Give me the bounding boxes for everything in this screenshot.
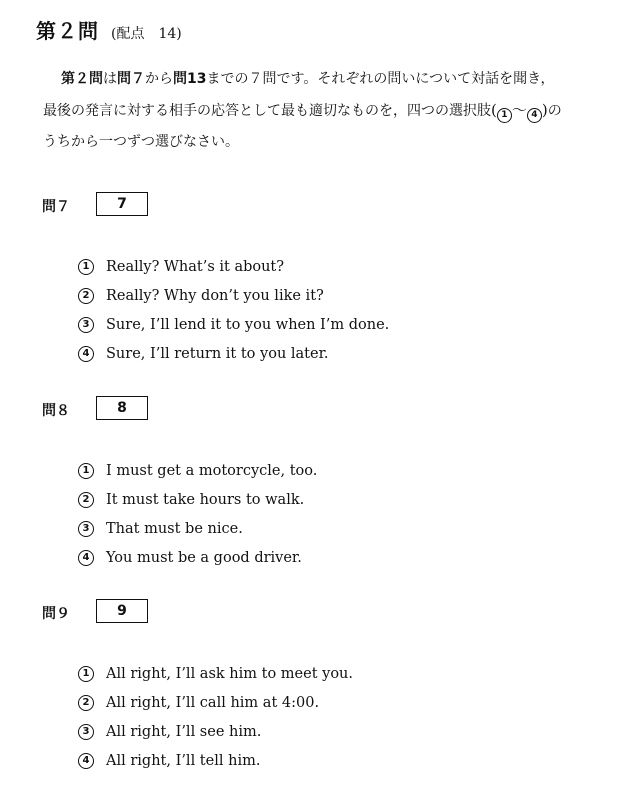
option-number: 2 xyxy=(78,695,94,711)
option-number: 3 xyxy=(78,317,94,333)
option-number: 3 xyxy=(78,521,94,537)
answer-box: 8 xyxy=(96,396,148,420)
instructions-line-3: うちから一つずつ選びなさい。 xyxy=(43,134,239,150)
option-number: 4 xyxy=(78,753,94,769)
option-number: 1 xyxy=(78,666,94,682)
option-text: It must take hours to walk. xyxy=(106,491,305,508)
section-header xyxy=(36,15,182,44)
choice-range: ( 1 〜 4 ) xyxy=(491,101,548,119)
option-list xyxy=(78,659,353,775)
option-1 xyxy=(78,659,353,688)
option-text: That must be nice. xyxy=(106,520,243,537)
choice-range-end: 4 xyxy=(527,108,542,123)
option-number: 3 xyxy=(78,724,94,740)
option-number: 2 xyxy=(78,492,94,508)
option-text: All right, I’ll see him. xyxy=(106,723,262,740)
section-points: (配点 14) xyxy=(111,26,182,42)
option-text: You must be a good driver. xyxy=(106,549,302,566)
option-text: All right, I’ll ask him to meet you. xyxy=(106,665,354,682)
option-text: Really? Why don’t you like it? xyxy=(106,287,324,304)
option-text: I must get a motorcycle, too. xyxy=(106,462,318,479)
question-label: 問７ xyxy=(42,199,70,215)
instructions-section-ref: 第２問 xyxy=(61,71,103,87)
option-number: 4 xyxy=(78,346,94,362)
option-1 xyxy=(78,456,317,485)
option-3 xyxy=(78,310,389,339)
option-2 xyxy=(78,688,353,717)
instructions xyxy=(43,64,603,158)
section-title: 第２問 xyxy=(36,19,99,43)
option-text: All right, I’ll tell him. xyxy=(106,752,261,769)
option-1 xyxy=(78,252,389,281)
instructions-first-question: 問７ xyxy=(117,71,145,87)
option-list xyxy=(78,252,389,368)
option-number: 1 xyxy=(78,463,94,479)
option-2 xyxy=(78,485,317,514)
option-3 xyxy=(78,717,353,746)
answer-box: 7 xyxy=(96,192,148,216)
instructions-line-1: 第２問は問７から問13までの７問です。それぞれの問いについて対話を聞き， xyxy=(61,71,555,87)
option-2 xyxy=(78,281,389,310)
question-label: 問８ xyxy=(42,403,70,419)
option-number: 4 xyxy=(78,550,94,566)
option-4 xyxy=(78,339,389,368)
option-list xyxy=(78,456,317,572)
instructions-line-2: 最後の発言に対する相手の応答として最も適切なものを，四つの選択肢( 1 〜 4 )の xyxy=(43,95,603,127)
option-text: Really? What’s it about? xyxy=(106,258,285,275)
option-text: Sure, I’ll return it to you later. xyxy=(106,345,329,362)
option-text: All right, I’ll call him at 4:00. xyxy=(106,694,320,711)
instructions-last-question: 問13 xyxy=(173,71,207,87)
question-label: 問９ xyxy=(42,606,70,622)
option-text: Sure, I’ll lend it to you when I’m done. xyxy=(106,316,390,333)
option-number: 1 xyxy=(78,259,94,275)
option-4 xyxy=(78,746,353,775)
option-4 xyxy=(78,543,317,572)
option-3 xyxy=(78,514,317,543)
option-number: 2 xyxy=(78,288,94,304)
answer-box: 9 xyxy=(96,599,148,623)
choice-range-start: 1 xyxy=(497,108,512,123)
